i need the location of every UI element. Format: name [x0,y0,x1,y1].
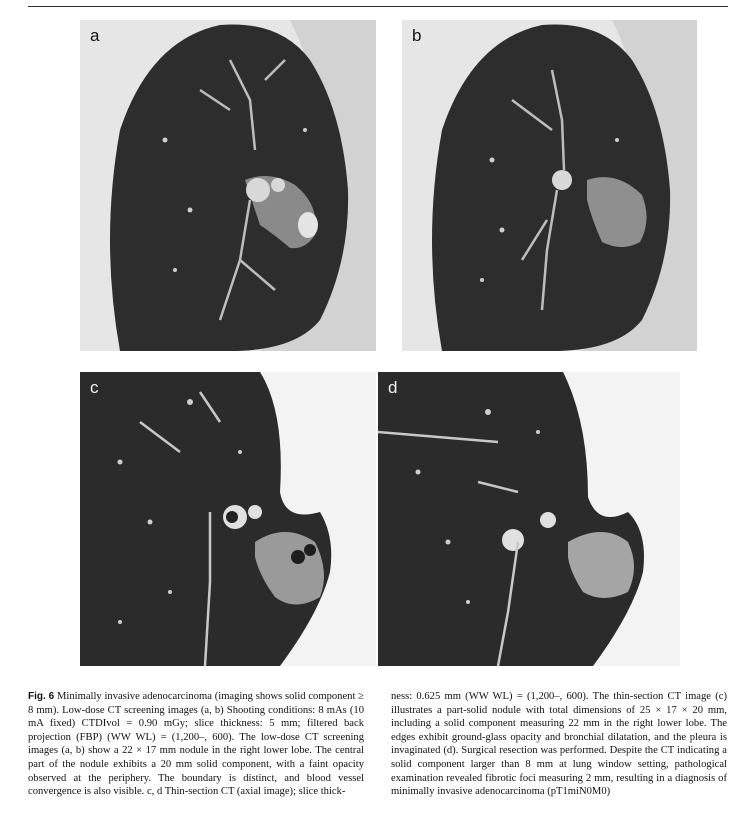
ct-scan-image-a [80,20,376,351]
ct-scan-image-d [378,372,680,666]
page-top-rule [28,6,728,7]
figure-label: Fig. 6 [28,691,55,702]
panel-label-d: d [388,378,398,397]
ct-image-panel-c [80,372,376,666]
panel-label-a: a [90,26,100,45]
panel-label-b: b [412,26,422,45]
ct-image-panel-d [378,372,680,666]
ct-image-panel-a [80,20,376,351]
ct-scan-image-c [80,372,376,666]
caption-text-left: Minimally invasive adenocarcinoma (imaging shows solid component ≥ 8 mm). Low-dose CT screening images (a, b) Shooting conditions: 8 mAs (10 mA fixed) CTDIvol = 0.90 mGy; slice thickness: 5 mm; filtered back projection (FBP) (WW WL) = (1,200–, 600). The low-dose CT screening images (a, b) show a 22 × 17 mm nodule in the right lower lobe. The central part of the nodule exhibits a 20 mm solid component, with a faint opacity observed at the periphery. The boundary is distinct, and blood vessel convergence is also visible. c, d Thin-section CT (axial image); slice thick- [28,691,364,798]
figure-caption-right-column [391,690,727,799]
ct-scan-image-b [402,20,697,351]
figure-caption-left-column [28,690,364,799]
panel-label-c: c [90,378,99,397]
ct-image-panel-b [402,20,697,351]
caption-text-right: ness: 0.625 mm (WW WL) = (1,200–, 600). The thin-section CT image (c) illustrates a part-solid nodule with total dimensions of 25 × 17 × 20 mm, including a solid component measuring 22 mm in the right lower lobe. The edges exhibit ground-glass opacity and bronchial dilatation, and the pleura is invaginated (d). Surgical resection was performed. Despite the CT indicating a solid component larger than 8 mm at lung window setting, pathological examination revealed fibrotic foci measuring 2 mm, resulting in a diagnosis of minimally invasive adenocarcinoma (pT1miN0M0) [391,691,727,798]
